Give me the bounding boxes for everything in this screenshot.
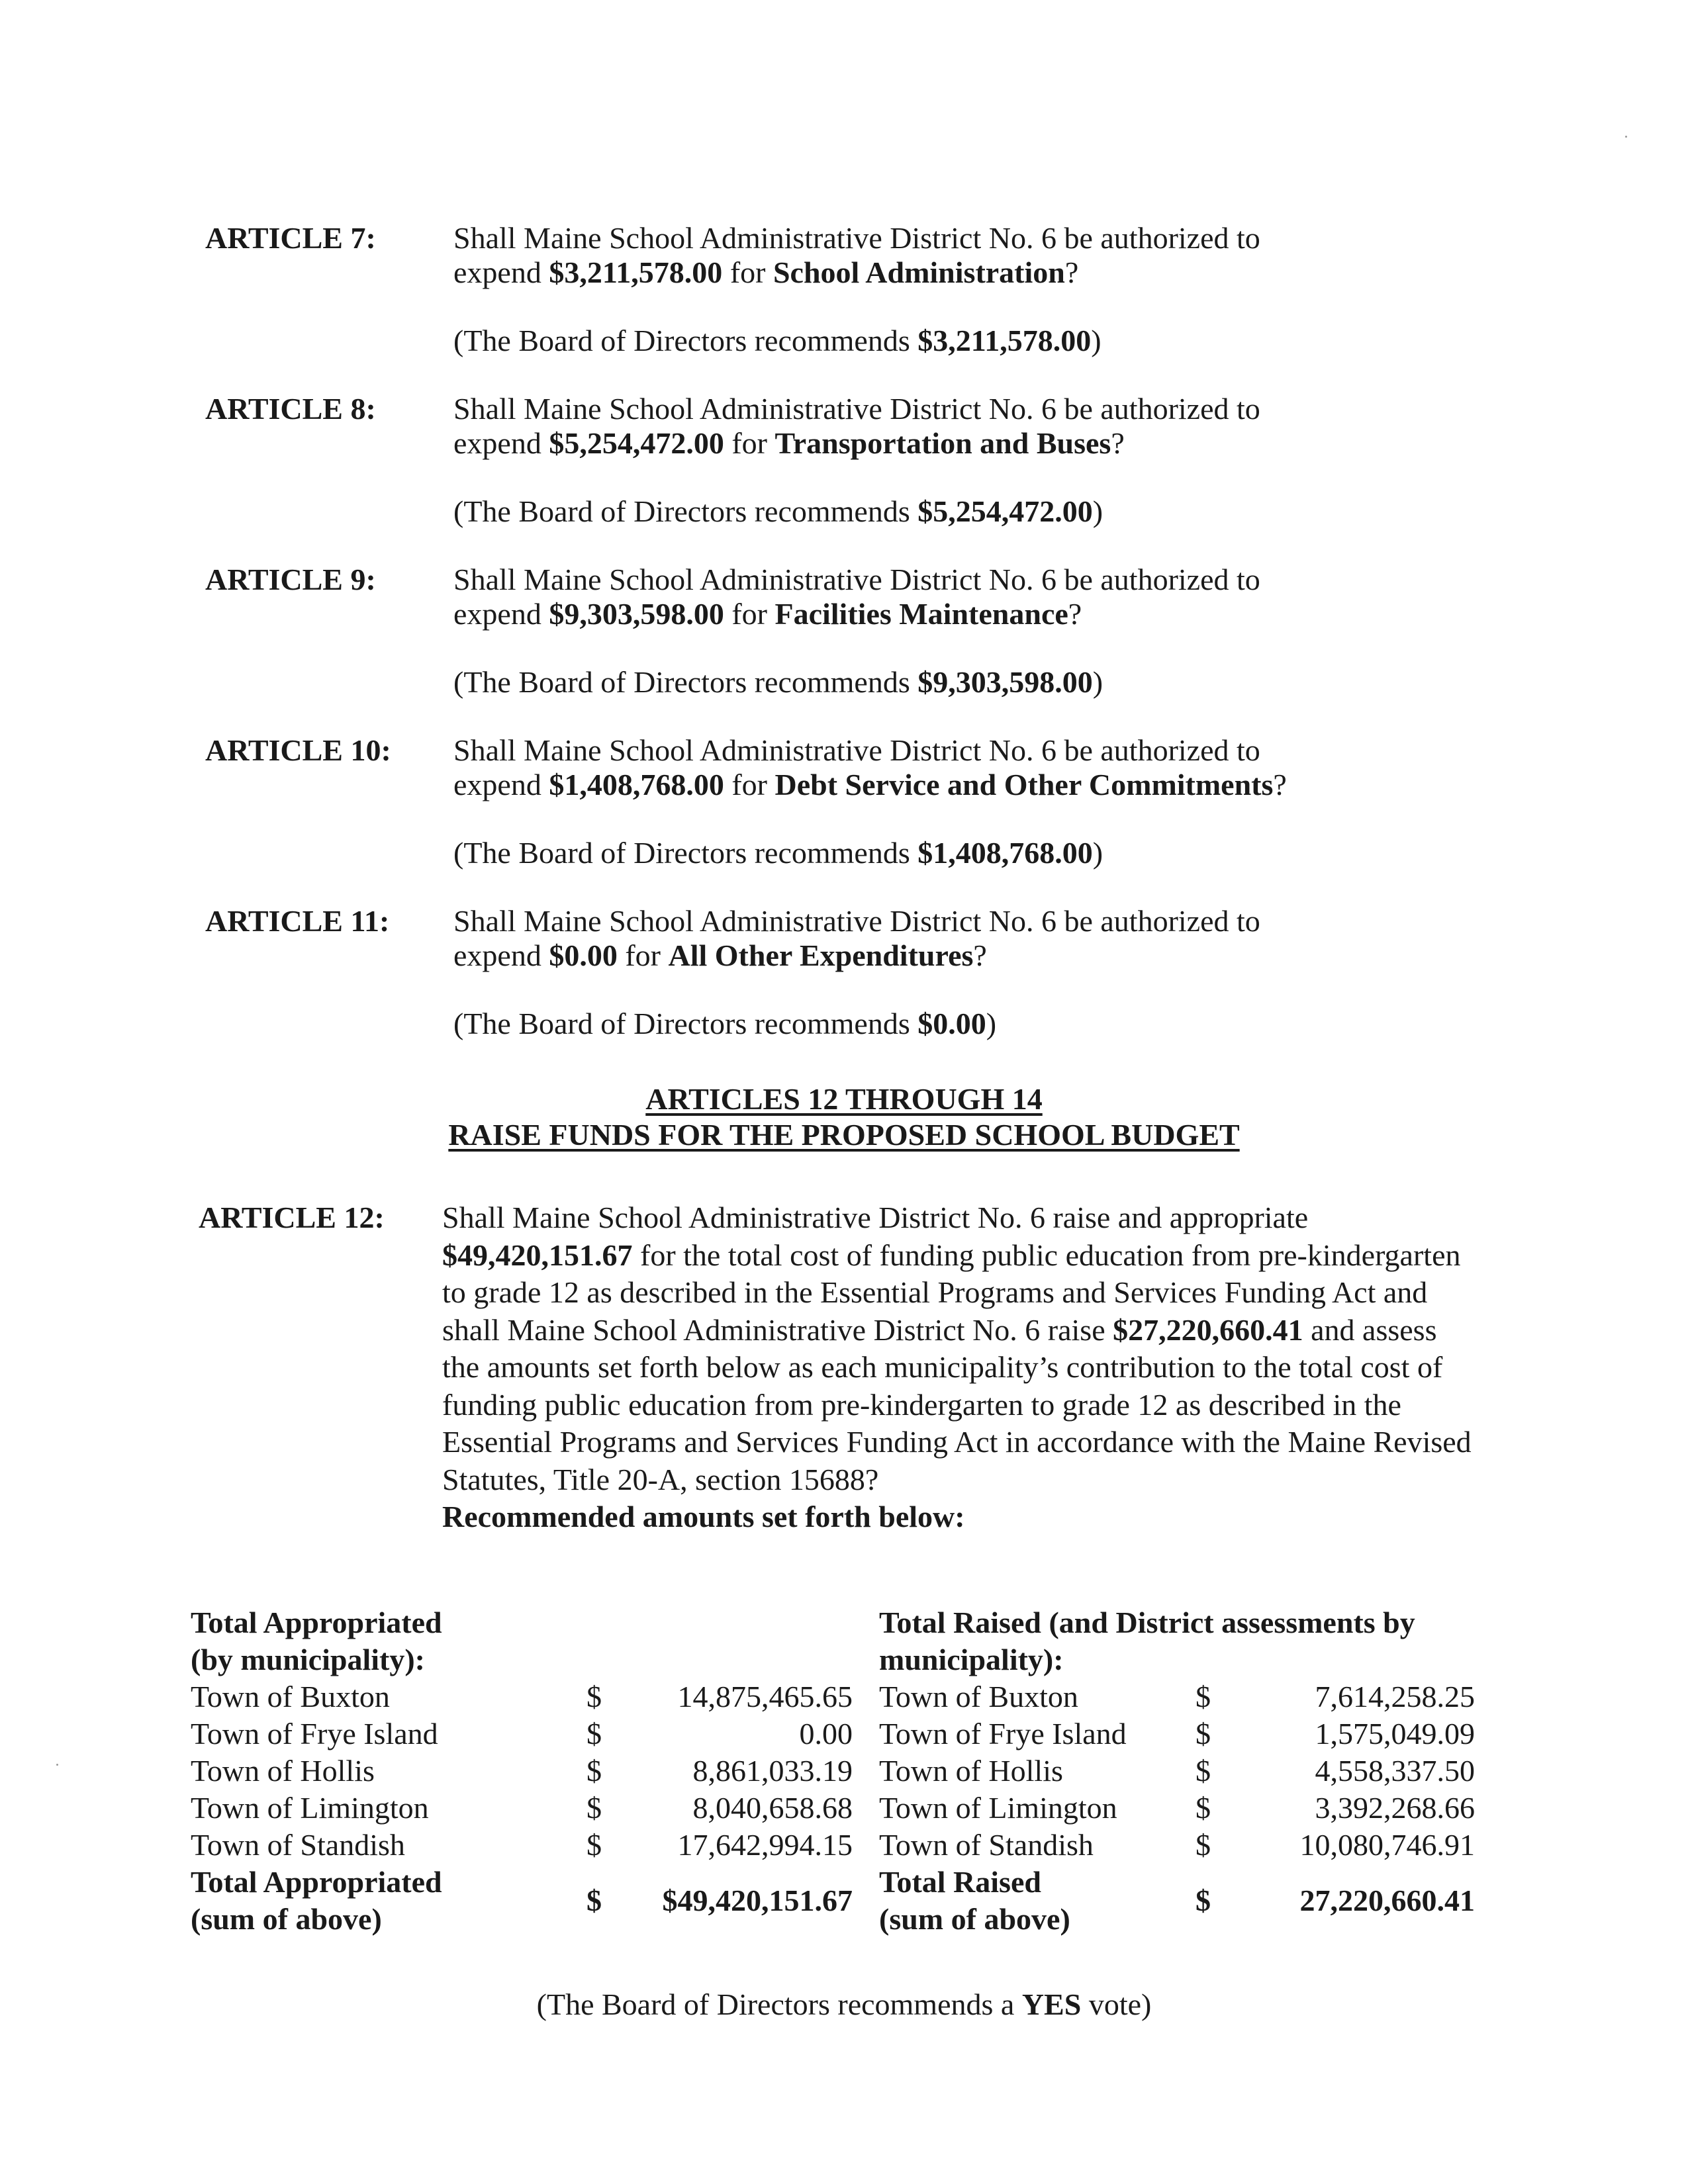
article-line: Shall Maine School Administrative District No. 6 be authorized to	[453, 221, 1260, 255]
article-text	[453, 392, 1446, 461]
purpose: Transportation and Buses	[774, 426, 1111, 460]
currency: $	[1196, 1680, 1211, 1713]
currency: $	[1196, 1754, 1211, 1788]
table-header: Total Appropriated	[191, 1606, 442, 1639]
table-header: municipality):	[879, 1643, 1064, 1676]
currency: $	[1196, 1828, 1211, 1862]
article-line	[453, 938, 1446, 973]
article-label: ARTICLE 7:	[205, 221, 376, 255]
total-label: Total Appropriated	[191, 1865, 442, 1899]
text: expend	[453, 426, 549, 460]
amount: $5,254,472.00	[549, 426, 724, 460]
article-line: Shall Maine School Administrative District No. 6 be authorized to	[453, 563, 1260, 596]
article-line: Shall Maine School Administrative District No. 6 be authorized to	[453, 392, 1260, 426]
article-text	[453, 221, 1446, 290]
section-heading	[0, 1081, 1688, 1153]
text: ?	[973, 938, 987, 972]
text: for	[724, 597, 775, 631]
article-label: ARTICLE 12:	[199, 1201, 385, 1234]
table-header: Total Raised (and District assessments by	[879, 1606, 1415, 1639]
amount: 10,080,746.91	[1299, 1828, 1475, 1862]
board-recommendation	[453, 1007, 996, 1041]
article-label: ARTICLE 8:	[205, 392, 376, 426]
amount: 0.00	[799, 1717, 853, 1751]
text: (The Board of Directors recommends a	[536, 1987, 1022, 2021]
amount: 3,392,268.66	[1315, 1791, 1475, 1825]
article-label: ARTICLE 9:	[205, 563, 376, 596]
amount: 8,040,658.68	[692, 1791, 853, 1825]
municipality-name: Town of Standish	[879, 1828, 1094, 1862]
scan-speck	[1625, 136, 1627, 138]
text: expend	[453, 768, 549, 801]
currency: $	[586, 1791, 602, 1825]
municipality-name: Town of Hollis	[191, 1754, 375, 1788]
text: (The Board of Directors recommends	[453, 836, 918, 870]
amount: $0.00	[549, 938, 618, 972]
amount: $3,211,578.00	[917, 324, 1092, 357]
amount: $1,408,768.00	[917, 836, 1093, 870]
currency: $	[1196, 1884, 1211, 1917]
text: for	[724, 426, 775, 460]
article-text	[453, 904, 1446, 973]
purpose: School Administration	[773, 255, 1065, 289]
text: )	[1091, 324, 1102, 357]
municipality-name: Town of Buxton	[191, 1680, 390, 1713]
amount: $9,303,598.00	[549, 597, 724, 631]
text: ?	[1273, 768, 1287, 801]
currency: $	[586, 1717, 602, 1751]
amount: 17,642,994.15	[677, 1828, 853, 1862]
total-label: (sum of above)	[191, 1902, 382, 1936]
municipality-name: Town of Hollis	[879, 1754, 1063, 1788]
text: expend	[453, 255, 549, 289]
board-recommendation	[453, 836, 1103, 870]
text: (The Board of Directors recommends	[453, 665, 918, 699]
total-label: Total Raised	[879, 1865, 1041, 1899]
text: for	[617, 938, 669, 972]
text: (The Board of Directors recommends	[453, 324, 918, 357]
currency: $	[586, 1680, 602, 1713]
article-text	[442, 1199, 1475, 1536]
amount: $3,211,578.00	[549, 255, 723, 289]
text: and assess the amounts set forth below as each municipality’s contribution to the total cost of funding public education from pre-kindergarten to grade 12 as described in the Essential Programs and Services Funding Act in accordance with the Maine Revised Statutes, Title 20-A, section 15688?	[442, 1312, 1472, 1496]
amount: $0.00	[917, 1007, 986, 1040]
purpose: Debt Service and Other Commitments	[774, 768, 1274, 801]
amount: $9,303,598.00	[917, 665, 1093, 699]
board-recommendation	[453, 665, 1103, 700]
currency: $	[586, 1828, 602, 1862]
amount: 7,614,258.25	[1315, 1680, 1475, 1713]
municipality-name: Town of Limington	[191, 1791, 429, 1825]
total-label: (sum of above)	[879, 1902, 1070, 1936]
text: vote)	[1081, 1987, 1152, 2021]
article-line	[453, 597, 1446, 631]
text: )	[1092, 494, 1103, 528]
amount: 4,558,337.50	[1315, 1754, 1475, 1788]
article-line	[453, 426, 1446, 461]
text: for	[724, 768, 775, 801]
text: ?	[1064, 255, 1079, 289]
article-line: Shall Maine School Administrative District No. 6 be authorized to	[453, 733, 1260, 767]
amount: $1,408,768.00	[549, 768, 724, 801]
text: (The Board of Directors recommends	[453, 494, 918, 528]
article-text	[453, 733, 1446, 802]
purpose: Facilities Maintenance	[774, 597, 1068, 631]
text: (The Board of Directors recommends	[453, 1007, 918, 1040]
article-label: ARTICLE 11:	[205, 904, 390, 938]
article-line	[453, 768, 1446, 802]
article-label: ARTICLE 10:	[205, 733, 391, 767]
article-line	[453, 255, 1446, 290]
currency: $	[586, 1884, 602, 1917]
municipality-name: Town of Frye Island	[191, 1717, 438, 1751]
municipality-name: Town of Frye Island	[879, 1717, 1127, 1751]
text: expend	[453, 938, 549, 972]
text: )	[986, 1007, 997, 1040]
municipality-name: Town of Limington	[879, 1791, 1117, 1825]
currency: $	[1196, 1791, 1211, 1825]
article-text	[453, 563, 1446, 631]
amount: $5,254,472.00	[917, 494, 1093, 528]
text: ?	[1068, 597, 1082, 631]
total-amount: $49,420,151.67	[662, 1884, 853, 1917]
text: expend	[453, 597, 549, 631]
total-amount: 27,220,660.41	[1299, 1884, 1475, 1917]
municipality-name: Town of Standish	[191, 1828, 405, 1862]
scan-speck	[56, 1764, 58, 1766]
section-heading-line1: ARTICLES 12 THROUGH 14	[645, 1082, 1043, 1116]
municipality-name: Town of Buxton	[879, 1680, 1078, 1713]
final-recommendation	[0, 1987, 1688, 2022]
text: ?	[1111, 426, 1125, 460]
text: for the total cost of funding public education from pre-kindergarten to grade 12 as described in the Essential Programs and Services Funding Act and shall Maine School Administrative District No. 6 raise	[442, 1238, 1461, 1347]
purpose: All Other Expenditures	[668, 938, 974, 972]
board-recommendation	[453, 494, 1103, 529]
article-line: Shall Maine School Administrative District No. 6 be authorized to	[453, 904, 1260, 938]
section-heading-line2: RAISE FUNDS FOR THE PROPOSED SCHOOL BUDGET	[448, 1118, 1240, 1152]
board-recommendation	[453, 324, 1102, 358]
amount: $27,220,660.41	[1113, 1312, 1303, 1347]
amount: $49,420,151.67	[442, 1238, 633, 1272]
currency: $	[1196, 1717, 1211, 1751]
yes-emphasis: YES	[1021, 1987, 1082, 2021]
text: for	[722, 255, 773, 289]
recommended-label: Recommended amounts set forth below:	[442, 1500, 965, 1533]
amount: 8,861,033.19	[692, 1754, 853, 1788]
amount: 14,875,465.65	[677, 1680, 853, 1713]
text: Shall Maine School Administrative District No. 6 raise and appropriate	[442, 1201, 1309, 1234]
amount: 1,575,049.09	[1315, 1717, 1475, 1751]
table-header: (by municipality):	[191, 1643, 425, 1676]
currency: $	[586, 1754, 602, 1788]
text: )	[1092, 836, 1103, 870]
text: )	[1092, 665, 1103, 699]
